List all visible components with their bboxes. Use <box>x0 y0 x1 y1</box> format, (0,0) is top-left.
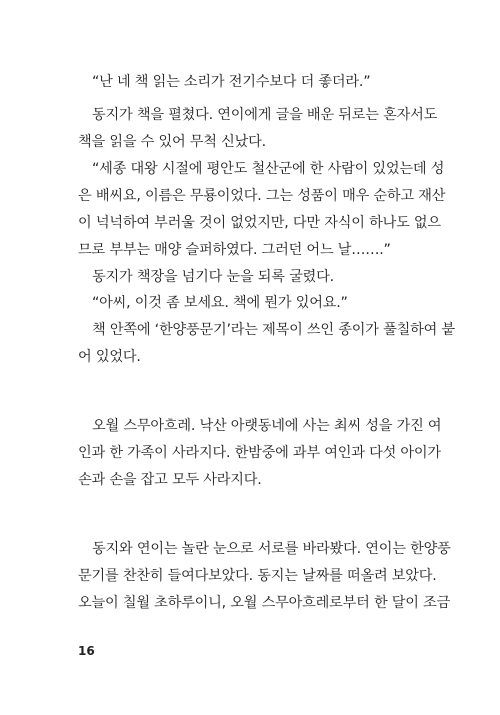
text-line: 동지와 연이는 놀란 눈으로 서로를 바라봤다. 연이는 한양풍 <box>92 541 451 557</box>
text-line: 동지가 책장을 넘기다 눈을 되록 굴렸다. <box>92 269 334 285</box>
text-line: 책 안쪽에 ‘한양풍문기’라는 제목이 쓰인 종이가 풀칠하여 붙 <box>92 322 455 338</box>
text-line: 문기를 찬찬히 들여다보았다. 동지는 날짜를 떠올려 보았다. <box>78 568 437 584</box>
text-line: 이 넉넉하여 부러울 것이 없었지만, 다만 자식이 하나도 없으 <box>78 215 441 231</box>
text-line: 책을 읽을 수 있어 무척 신났다. <box>78 134 266 150</box>
text-line: 오월 스무아흐레. 낙산 아랫동네에 사는 최씨 성을 가진 여 <box>92 418 442 434</box>
text-line: 동지가 책을 펼쳤다. 연이에게 글을 배운 뒤로는 혼자서도 <box>92 107 438 123</box>
text-line: “난 네 책 읽는 소리가 전기수보다 더 좋더라.” <box>92 74 371 90</box>
text-line: 오늘이 칠월 초하루이니, 오월 스무아흐레로부터 한 달이 조금 <box>78 595 451 611</box>
text-line: “세종 대왕 시절에 평안도 철산군에 한 사람이 있었는데 성 <box>92 161 445 177</box>
text-line: “아씨, 이것 좀 보세요. 책에 뭔가 있어요.” <box>92 295 348 311</box>
text-line: 어 있었다. <box>78 349 141 365</box>
text-line: 므로 부부는 매양 슬퍼하였다. 그러던 어느 날…….” <box>78 242 391 258</box>
text-line: 인과 한 가족이 사라지다. 한밤중에 과부 여인과 다섯 아이가 <box>78 445 441 461</box>
text-line: 손과 손을 잡고 모두 사라지다. <box>78 472 262 488</box>
page-number: 16 <box>78 644 95 658</box>
text-line: 은 배씨요, 이름은 무룡이었다. 그는 성품이 매우 순하고 재산 <box>78 188 446 204</box>
